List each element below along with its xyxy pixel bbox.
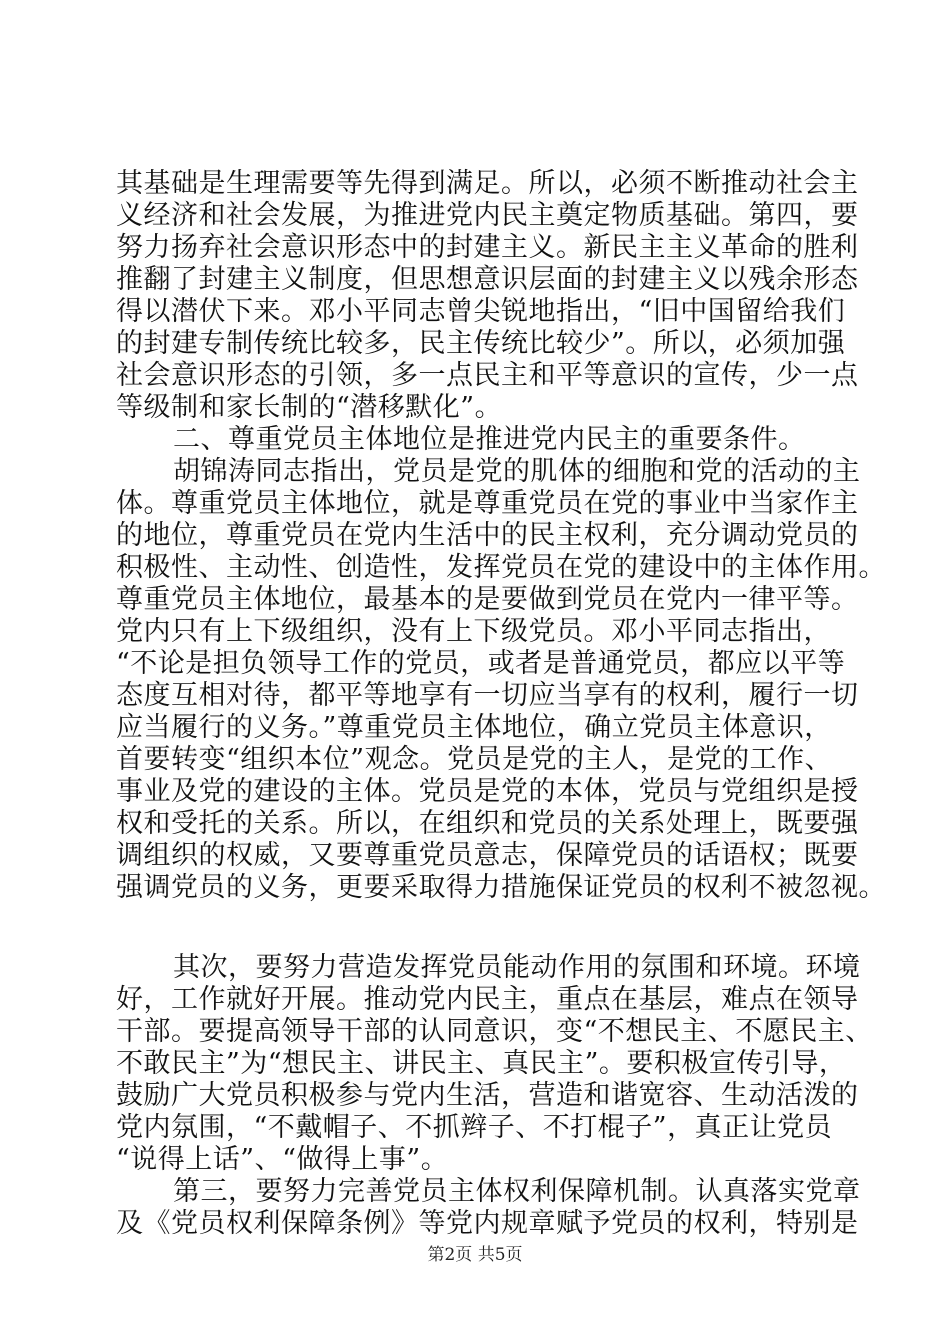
text-line: 其基础是生理需要等先得到满足。所以，必须不断推动社会主 (116, 168, 859, 199)
section-heading: 二、尊重党员主体地位是推进党内民主的重要条件。 (173, 424, 806, 455)
text-line: 不敢民主”为“想民主、讲民主、真民主”。要积极宣传引导， (116, 1048, 847, 1079)
text-line: 的封建专制传统比较多，民主传统比较少”。所以，必须加强 (116, 328, 846, 359)
text-line: 事业及党的建设的主体。党员是党的本体，党员与党组织是授 (116, 776, 859, 807)
text-line: 的地位，尊重党员在党内生活中的民主权利，充分调动党员的 (116, 520, 859, 551)
document-body (116, 168, 886, 1240)
text-line: “说得上话”、“做得上事”。 (116, 1144, 449, 1175)
text-line: 首要转变“组织本位”观念。党员是党的主人，是党的工作、 (116, 744, 833, 775)
text-line: 好，工作就好开展。推动党内民主，重点在基层，难点在领导 (116, 984, 859, 1015)
text-line: 第三，要努力完善党员主体权利保障机制。认真落实党章 (173, 1176, 861, 1207)
text-line: 社会意识形态的引领，多一点民主和平等意识的宣传，少一点 (116, 360, 859, 391)
text-line: 胡锦涛同志指出，党员是党的肌体的细胞和党的活动的主 (173, 456, 861, 487)
text-line: 鼓励广大党员积极参与党内生活，营造和谐宽容、生动活泼的 (116, 1080, 859, 1111)
text-line: 得以潜伏下来。邓小平同志曾尖锐地指出，“旧中国留给我们 (116, 296, 846, 327)
text-line: 调组织的权威，又要尊重党员意志，保障党员的话语权；既要 (116, 840, 859, 871)
text-line: “不论是担负领导工作的党员，或者是普通党员，都应以平等 (116, 648, 846, 679)
text-line: 及《党员权利保障条例》等党内规章赋予党员的权利，特别是 (116, 1208, 859, 1239)
text-line: 党内只有上下级组织，没有上下级党员。邓小平同志指出， (116, 616, 831, 647)
text-line: 努力扬弃社会意识形态中的封建主义。新民主主义革命的胜利 (116, 232, 859, 263)
text-line: 等级制和家长制的“潜移默化”。 (116, 392, 503, 423)
text-line: 义经济和社会发展，为推进党内民主奠定物质基础。第四，要 (116, 200, 859, 231)
page-number-footer: 第2页 共5页 (427, 1245, 523, 1265)
text-line: 强调党员的义务，更要采取得力措施保证党员的权利不被忽视。 (116, 872, 886, 903)
text-line: 应当履行的义务。”尊重党员主体地位，确立党员主体意识， (116, 712, 832, 743)
text-line: 干部。要提高领导干部的认同意识，变“不想民主、不愿民主、 (116, 1016, 873, 1047)
text-line: 积极性、主动性、创造性，发挥党员在党的建设中的主体作用。 (116, 552, 886, 583)
paragraph-gap (116, 904, 844, 952)
text-line: 党内氛围，“不戴帽子、不抓辫子、不打棍子”，真正让党员 (116, 1112, 833, 1143)
text-line: 其次，要努力营造发挥党员能动作用的氛围和环境。环境 (173, 952, 861, 983)
text-line: 体。尊重党员主体地位，就是尊重党员在党的事业中当家作主 (116, 488, 859, 519)
text-line: 权和受托的关系。所以，在组织和党员的关系处理上，既要强 (116, 808, 859, 839)
text-line: 尊重党员主体地位，最基本的是要做到党员在党内一律平等。 (116, 584, 859, 615)
text-line: 推翻了封建主义制度，但思想意识层面的封建主义以残余形态 (116, 264, 859, 295)
text-line: 态度互相对待，都平等地享有一切应当享有的权利，履行一切 (116, 680, 859, 711)
